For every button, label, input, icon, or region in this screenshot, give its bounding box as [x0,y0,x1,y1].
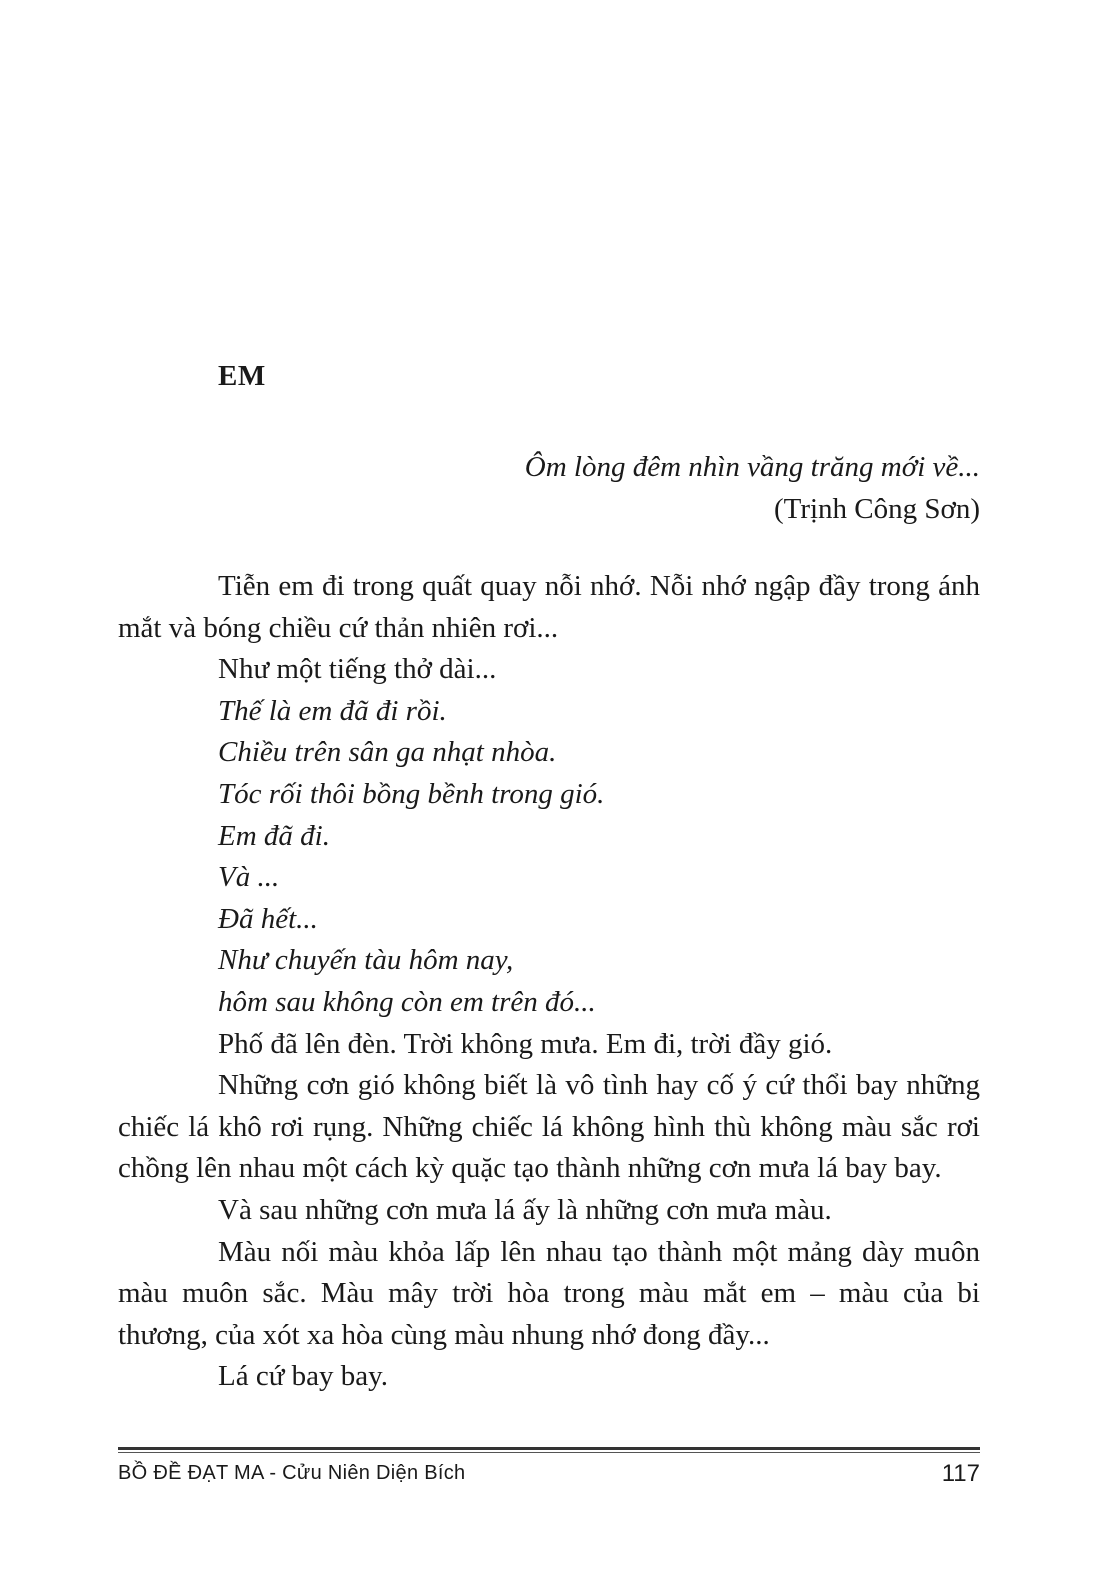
text-line: Và sau những cơn mưa lá ấy là những cơn mưa màu. [218,1193,832,1226]
verse-line: Em đã đi. [218,819,330,852]
verse-line: Đã hết... [218,902,318,935]
verse-line: Và ... [218,861,280,894]
text-line: Phố đã lên đèn. Trời không mưa. Em đi, trời đầy gió. [218,1027,833,1060]
footer-divider [118,1447,980,1450]
epigraph-quote: Ôm lòng đêm nhìn vầng trăng mới về... [524,451,980,483]
verse-line: Như chuyến tàu hôm nay, [218,944,514,977]
page-number: 117 [941,1460,980,1487]
body-text [118,566,980,1398]
epigraph-source: (Trịnh Công Sơn) [773,493,980,525]
epigraph [118,446,980,530]
verse-line: Tóc rối thôi bồng bềnh trong gió. [218,777,605,810]
verse-line: hôm sau không còn em trên đó... [218,985,596,1018]
text-line: Lá cứ bay bay. [218,1360,389,1393]
text-line: Như một tiếng thở dài... [218,653,497,686]
verse-line: Thế là em đã đi rồi. [218,694,447,727]
verse-line: Chiều trên sân ga nhạt nhòa. [218,736,557,769]
running-footer-title: BỒ ĐỀ ĐẠT MA - Cửu Niên Diện Bích [118,1462,466,1484]
footer-divider-thin [118,1452,980,1453]
paragraph: Tiễn em đi trong quất quay nỗi nhớ. Nỗi nhớ ngập đầy trong ánh mắt và bóng chiều cứ thản nhiên rơi... [118,570,980,644]
paragraph: Màu nối màu khỏa lấp lên nhau tạo thành một mảng dày muôn màu muôn sắc. Màu mây trời hòa trong màu mắt em – màu của bi thương, của xót xa hòa cùng màu nhung nhớ đong đầy... [118,1235,980,1351]
paragraph: Những cơn gió không biết là vô tình hay cố ý cứ thổi bay những chiếc lá khô rơi rụng. Những chiếc lá không hình thù không màu sắc rơi chồng lên nhau một cách kỳ quặc tạo thành những cơn mưa lá bay bay. [118,1069,980,1185]
chapter-title: EM [218,360,266,392]
